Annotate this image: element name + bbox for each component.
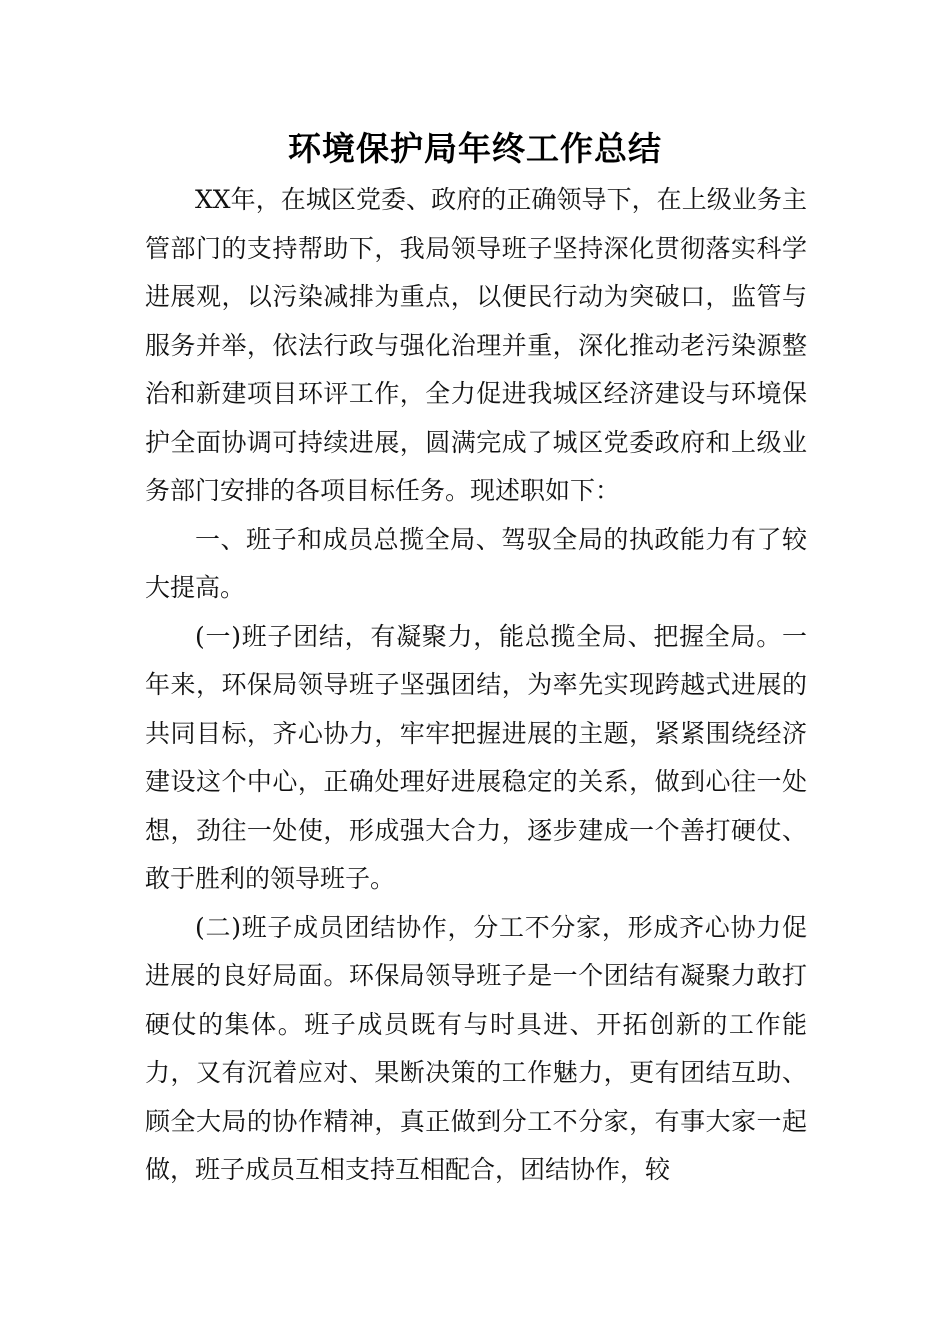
paragraph-subsection-2: (二)班子成员团结协作，分工不分家，形成齐心协力促进展的良好局面。环保局领导班子是一个团结有凝聚力敢打硬仗的集体。班子成员既有与时具进、开拓创新的工作能力，又有沉着应对、果断决策的工作魅力，更有团结互助、顾全大局的协作精神，真正做到分工不分家，有事大家一起做，班子成员互相支持互相配合，团结协作，较 [145, 912, 807, 1184]
paragraph-section-1-heading: 一、班子和成员总揽全局、驾驭全局的执政能力有了较大提高。 [145, 524, 807, 602]
paragraph-intro: XX年，在城区党委、政府的正确领导下，在上级业务主管部门的支持帮助下，我局领导班子坚持深化贯彻落实科学进展观，以污染减排为重点，以便民行动为突破口，监管与服务并举，依法行政与强化治理并重，深化推动老污染源整治和新建项目环评工作，全力促进我城区经济建设与环境保护全面协调可持续进展，圆满完成了城区党委政府和上级业务部门安排的各项目标任务。现述职如下： [145, 185, 807, 505]
document-title: 环境保护局年终工作总结 [288, 129, 662, 168]
document-body [145, 176, 807, 1195]
paragraph-subsection-1: (一)班子团结，有凝聚力，能总揽全局、把握全局。一年来，环保局领导班子坚强团结，为率先实现跨越式进展的共同目标，齐心协力，牢牢把握进展的主题，紧紧围绕经济建设这个中心，正确处理好进展稳定的关系，做到心往一处想，劲往一处使，形成强大合力，逐步建成一个善打硬仗、敢于胜利的领导班子。 [145, 621, 807, 893]
